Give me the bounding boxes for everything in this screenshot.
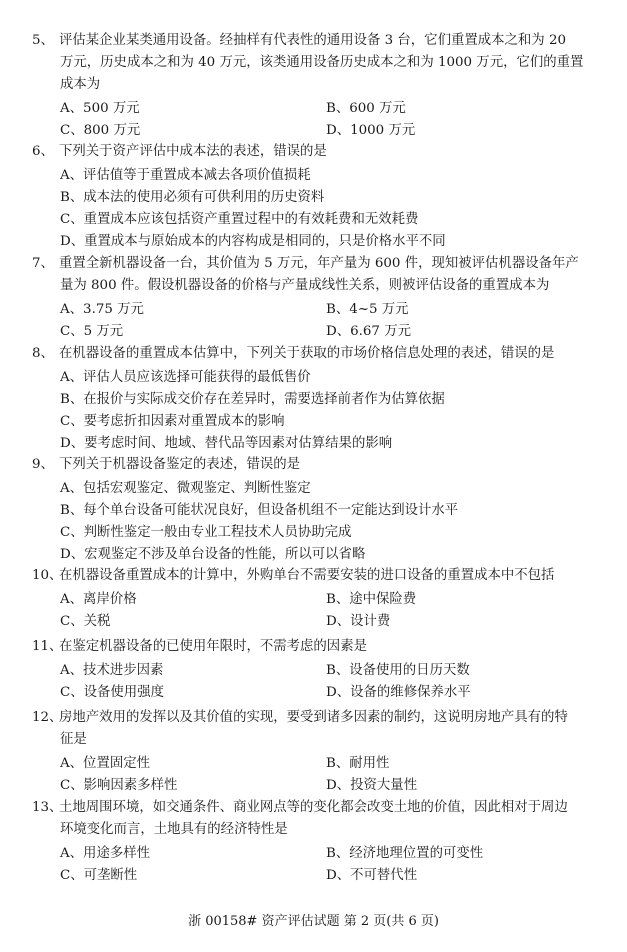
question-item: [0, 707, 627, 797]
answer-options: [0, 658, 627, 704]
answer-option: A、500 万元: [60, 101, 140, 116]
answer-option: B、耐用性: [326, 756, 390, 771]
answer-option: A、技术进步因素: [60, 663, 164, 678]
question-item: [0, 454, 627, 566]
answer-option: A、位置固定性: [60, 756, 151, 771]
question-text: 成本为: [60, 77, 101, 92]
question-text: 在机器设备的重置成本估算中，下列关于获取的市场价格信息处理的表述，错误的是: [59, 346, 555, 361]
question-text: 量为 800 件。假设机器设备的价格与产量成线性关系，则被评估设备的重置成本为: [60, 278, 550, 293]
answer-option: B、成本法的使用必须有可供利用的历史资料: [60, 190, 325, 205]
question-number: 12、: [32, 710, 63, 725]
answer-options: [0, 476, 627, 566]
answer-option: C、判断性鉴定一般由专业工程技术人员协助完成: [60, 525, 352, 540]
question-text: 重置全新机器设备一台，其价值为 5 万元，年产量为 600 件，现知被评估机器设备年产: [59, 256, 579, 271]
answer-option: B、每个单台设备可能状况良好，但设备机组不一定能达到设计水平: [60, 503, 459, 518]
question-text: 征是: [60, 732, 87, 747]
question-text: 在鉴定机器设备的已使用年限时，不需考虑的因素是: [59, 639, 367, 654]
answer-option: C、重置成本应该包括资产重置过程中的有效耗费和无效耗费: [60, 212, 419, 227]
answer-option: A、离岸价格: [60, 592, 137, 607]
answer-option: C、5 万元: [60, 324, 124, 339]
question-number: 6、: [32, 144, 54, 159]
question-item: [0, 253, 627, 343]
answer-option: C、800 万元: [60, 123, 141, 138]
answer-options: [0, 841, 627, 887]
answer-option: B、600 万元: [326, 101, 406, 116]
question-item: [0, 141, 627, 253]
answer-option: D、投资大量性: [326, 778, 418, 793]
answer-option: D、不可替代性: [326, 868, 418, 883]
answer-option: D、设计费: [326, 614, 391, 629]
question-item: [0, 30, 627, 142]
question-text: 下列关于机器设备鉴定的表述，错误的是: [59, 457, 301, 472]
answer-option: C、影响因素多样性: [60, 778, 178, 793]
question-text: 房地产效用的发挥以及其价值的实现，要受到诸多因素的制约，这说明房地产具有的特: [59, 710, 568, 725]
answer-option: A、包括宏观鉴定、微观鉴定、判断性鉴定: [60, 481, 311, 496]
question-text: 环境变化而言，土地具有的经济特性是: [60, 822, 288, 837]
question-number: 10、: [32, 568, 63, 583]
answer-option: C、关税: [60, 614, 111, 629]
answer-option: C、可垄断性: [60, 868, 138, 883]
question-item: [0, 636, 627, 704]
answer-option: A、3.75 万元: [60, 302, 144, 317]
answer-options: [0, 297, 627, 343]
answer-options: [0, 163, 627, 253]
question-text: 土地周围环境，如交通条件、商业网点等的变化都会改变土地的价值，因此相对于周边: [59, 800, 568, 815]
answer-option: D、6.67 万元: [326, 324, 411, 339]
answer-option: B、途中保险费: [326, 592, 417, 607]
answer-option: B、设备使用的日历天数: [326, 663, 470, 678]
question-text: 下列关于资产评估中成本法的表述，错误的是: [59, 144, 327, 159]
question-number: 9、: [32, 457, 54, 472]
answer-option: B、在报价与实际成交价存在差异时，需要选择前者作为估算依据: [60, 392, 445, 407]
answer-option: D、宏观鉴定不涉及单台设备的性能，所以可以省略: [60, 547, 366, 562]
page-footer: 浙 00158# 资产评估试题 第 2 页(共 6 页): [188, 914, 439, 929]
question-number: 5、: [32, 33, 54, 48]
question-number: 7、: [32, 256, 54, 271]
answer-option: C、设备使用强度: [60, 685, 164, 700]
answer-option: A、用途多样性: [60, 846, 151, 861]
answer-option: A、评估人员应该选择可能获得的最低售价: [60, 370, 311, 385]
question-item: [0, 343, 627, 455]
question-text: 评估某企业某类通用设备。经抽样有代表性的通用设备 3 台，它们重置成本之和为 20: [59, 33, 566, 48]
question-item: [0, 797, 627, 887]
question-text: 万元，历史成本之和为 40 万元，该类通用设备历史成本之和为 1000 万元，它们的重置: [60, 55, 584, 70]
answer-option: C、要考虑折扣因素对重置成本的影响: [60, 414, 285, 429]
answer-option: D、设备的维修保养水平: [326, 685, 471, 700]
answer-option: A、评估值等于重置成本减去各项价值损耗: [60, 168, 311, 183]
answer-options: [0, 96, 627, 142]
answer-options: [0, 365, 627, 455]
question-number: 13、: [32, 800, 63, 815]
answer-option: D、重置成本与原始成本的内容构成是相同的，只是价格水平不同: [60, 234, 446, 249]
question-number: 11、: [32, 639, 63, 654]
question-number: 8、: [32, 346, 54, 361]
answer-options: [0, 587, 627, 633]
answer-option: D、1000 万元: [326, 123, 416, 138]
question-item: [0, 565, 627, 633]
answer-option: D、要考虑时间、地域、替代品等因素对估算结果的影响: [60, 436, 393, 451]
answer-option: B、4~5 万元: [326, 302, 409, 317]
question-text: 在机器设备重置成本的计算中，外购单台不需要安装的进口设备的重置成本中不包括: [59, 568, 555, 583]
answer-option: B、经济地理位置的可变性: [326, 846, 484, 861]
answer-options: [0, 751, 627, 797]
